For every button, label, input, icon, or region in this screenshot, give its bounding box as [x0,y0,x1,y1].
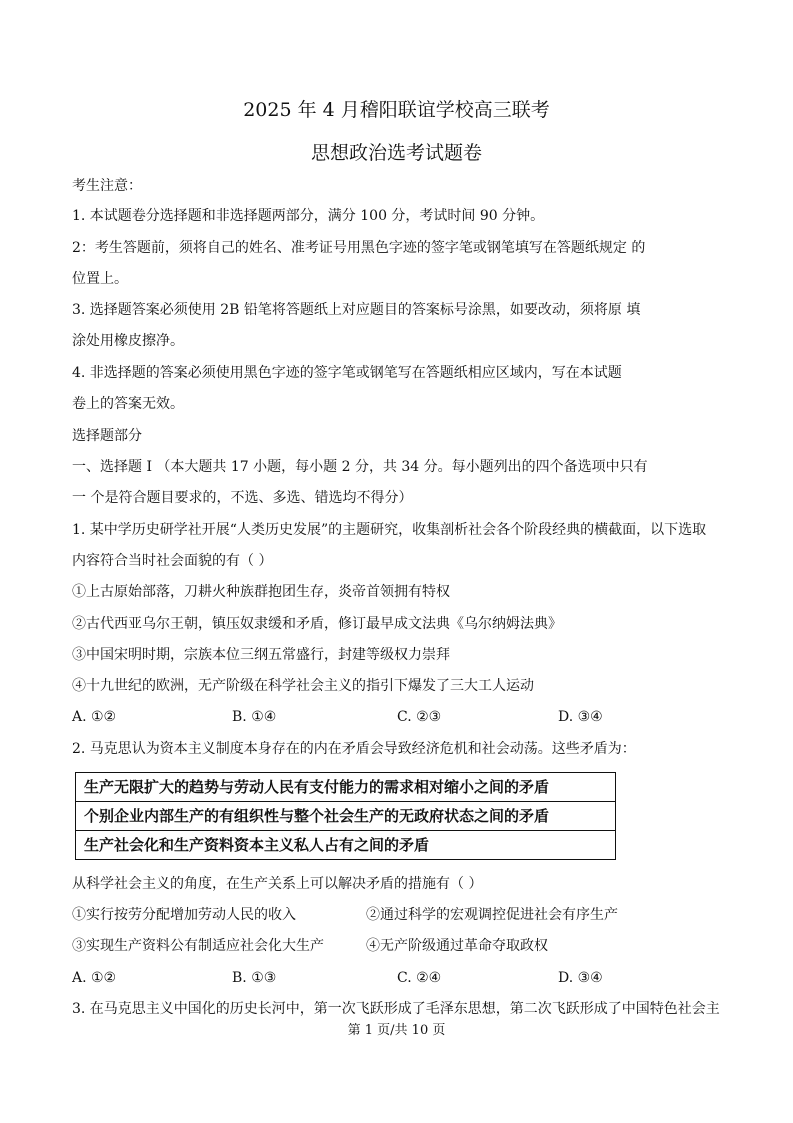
notice-item: 位置上。 [72,271,128,287]
q2-option-c: C. ②④ [397,970,442,986]
q2-option-d: D. ③④ [558,970,603,986]
q1-statement: ①上古原始部落，刀耕火种族群抱团生存，炎帝首领拥有特权 [72,584,450,600]
notice-item: 4. 非选择题的答案必须使用黑色字迹的签字笔或钢笔写在答题纸相应区域内，写在本试题 [72,365,622,381]
table-row: 个别企业内部生产的有组织性与整个社会生产的无政府状态之间的矛盾 [76,801,615,830]
notice-item: 2：考生答题前，须将自己的姓名、准考证号用黑色字迹的签字笔或钢笔填写在答题纸规定 的 [72,240,646,256]
q2-statement: ②通过科学的宏观调控促进社会有序生产 [366,907,618,923]
q1-option-b: B. ①④ [232,709,277,725]
q2-question: 从科学社会主义的角度，在生产关系上可以解决矛盾的措施有（ ） [72,876,483,892]
q1-option-c: C. ②③ [397,709,442,725]
q1-option-a: A. ①② [72,709,117,725]
notice-item: 1. 本试题卷分选择题和非选择题两部分，满分 100 分，考试时间 90 分钟。 [72,208,545,224]
q2-contradiction-table [75,772,616,860]
q1-statement: ③中国宋明时期，宗族本位三纲五常盛行，封建等级权力崇拜 [72,647,450,663]
q2-statement: ③实现生产资料公有制适应社会化大生产 [72,938,324,954]
notice-heading: 考生注意： [72,178,142,194]
notice-item: 3. 选择题答案必须使用 2B 铅笔将答题纸上对应题目的答案标号涂黑，如要改动，须将原 填 [72,302,641,318]
q2-option-a: A. ①② [72,970,117,986]
table-row: 生产社会化和生产资料资本主义私人占有之间的矛盾 [76,830,615,859]
page-number: 第 1 页/共 10 页 [347,1023,446,1038]
notice-item: 涂处用橡皮擦净。 [72,333,184,349]
section-heading: 一 个是符合题目要求的，不选、多选、错选均不得分） [72,490,413,506]
q1-statement: ④十九世纪的欧洲，无产阶级在科学社会主义的指引下爆发了三大工人运动 [72,678,534,694]
q2-option-b: B. ①③ [232,970,277,986]
q1-option-d: D. ③④ [558,709,603,725]
q1-statement: ②古代西亚乌尔王朝，镇压奴隶缓和矛盾，修订最早成文法典《乌尔纳姆法典》 [72,616,562,632]
notice-item: 卷上的答案无效。 [72,396,184,412]
table-row: 生产无限扩大的趋势与劳动人民有支付能力的需求相对缩小之间的矛盾 [84,778,550,796]
exam-subtitle: 思想政治选考试题卷 [310,142,482,164]
q1-stem: 1. 某中学历史研学社开展“人类历史发展”的主题研究，收集剖析社会各个阶段经典的横截面，以下选取 [72,522,707,538]
exam-title: 2025 年 4 月稽阳联谊学校高三联考 [243,99,550,121]
section-part-label: 选择题部分 [72,428,142,444]
q2-stem: 2. 马克思认为资本主义制度本身存在的内在矛盾会导致经济危机和社会动荡。这些矛盾为： [72,741,636,757]
section-heading: 一、选择题 I （本大题共 17 小题，每小题 2 分，共 34 分。每小题列出的四个备选项中只有 [72,459,648,475]
q1-stem: 内容符合当时社会面貌的有（ ） [72,553,273,569]
q2-statement: ④无产阶级通过革命夺取政权 [366,938,548,954]
q3-stem: 3. 在马克思主义中国化的历史长河中，第一次飞跃形成了毛泽东思想，第二次飞跃形成了中国特色社会主 [72,1001,720,1017]
q2-statement: ①实行按劳分配增加劳动人民的收入 [72,907,296,923]
